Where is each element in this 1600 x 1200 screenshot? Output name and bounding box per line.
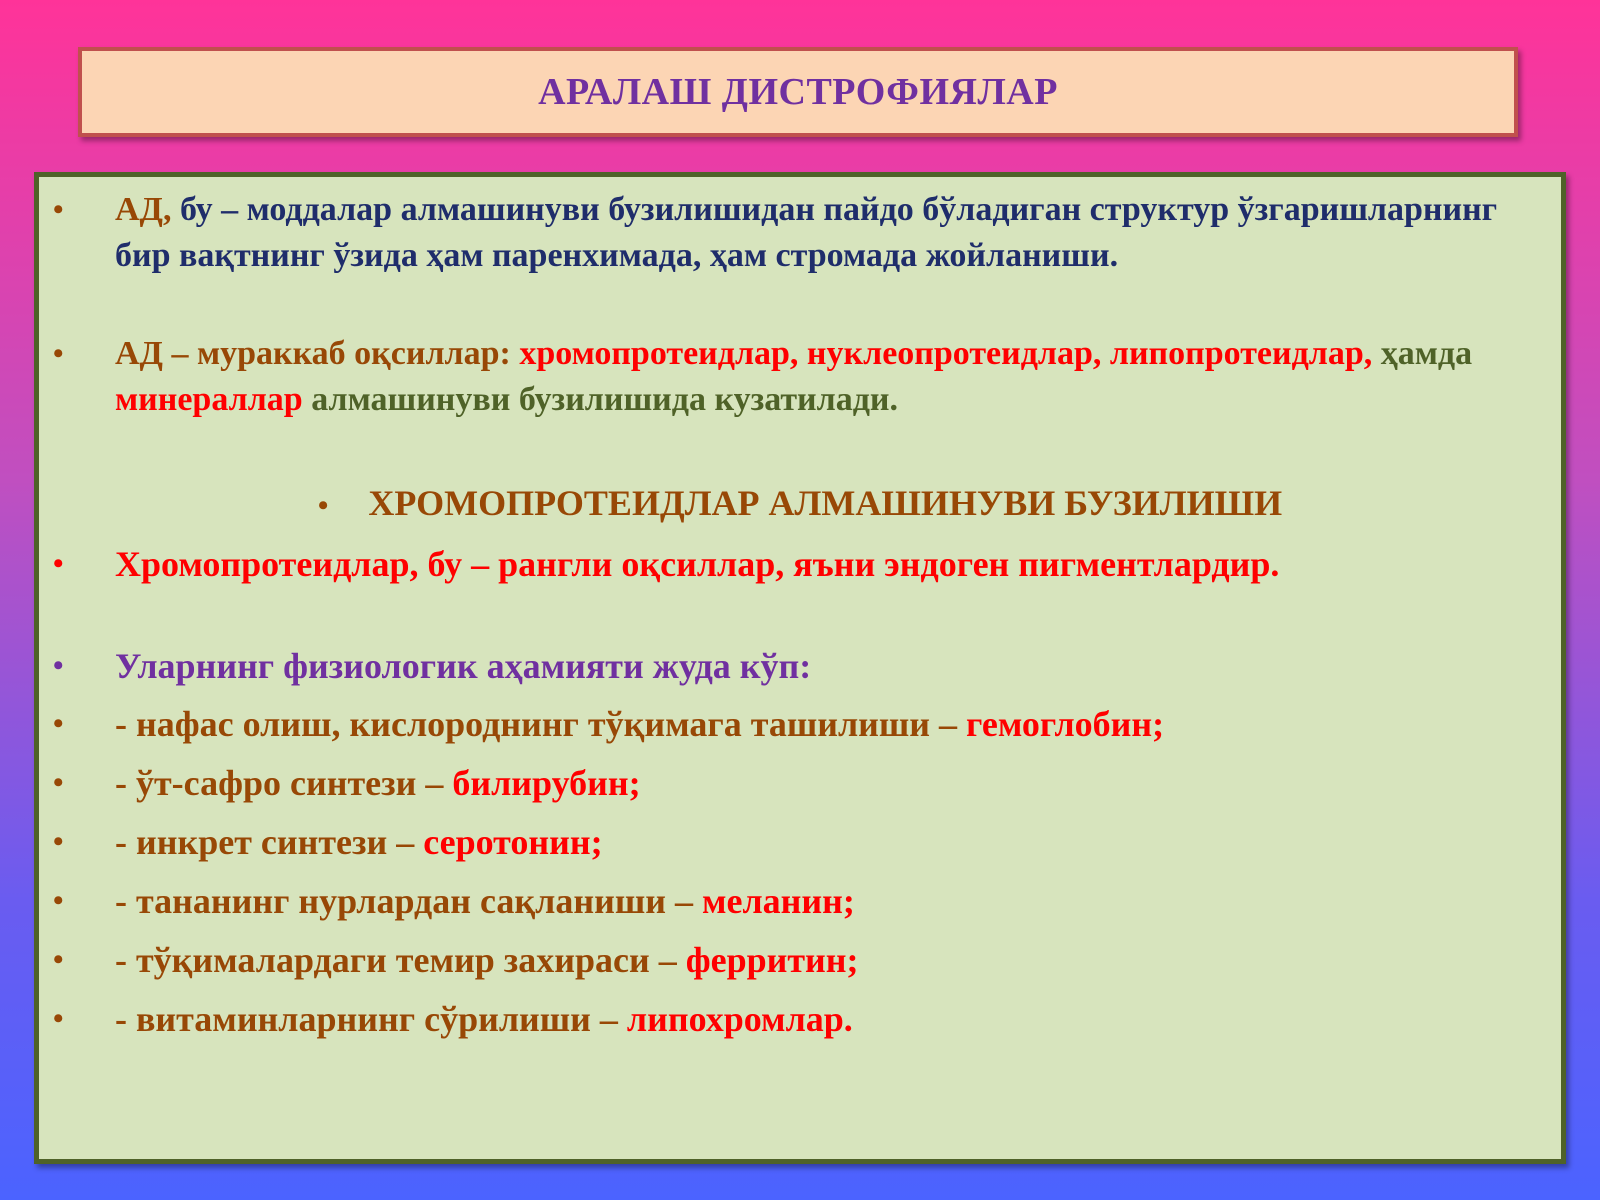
paragraph-complex-proteins: [53, 331, 1555, 423]
list-item: [53, 819, 1555, 865]
list-item-text: - нафас олиш, кислороднинг тўқимага ташилиши –: [115, 704, 967, 744]
list-item-text: - витаминларнинг сўрилиши –: [115, 999, 627, 1039]
list-item-term: меланин;: [701, 881, 855, 921]
list-item-term: ферритин;: [685, 940, 859, 980]
subheading-bullet: •: [317, 489, 329, 522]
list-item-text: - инкрет синтези –: [115, 822, 424, 862]
list-item-term: билирубин;: [452, 763, 641, 803]
minerals-term: минераллар: [115, 381, 303, 418]
bullet-3: •: [53, 547, 64, 580]
list-bullet: •: [53, 825, 64, 858]
bullet-1: •: [53, 193, 64, 226]
significance-text: Уларнинг физиологик аҳамияти жуда кўп:: [115, 646, 812, 686]
list-bullet: •: [53, 1002, 64, 1035]
list-item: [53, 760, 1555, 806]
list-item-term: гемоглобин;: [966, 704, 1165, 744]
subheading: [39, 482, 1561, 524]
list-item: [53, 937, 1555, 983]
list-bullet: •: [53, 707, 64, 740]
list-item-text: - тананинг нурлардан сақланиши –: [115, 881, 702, 921]
slide-title: АРАЛАШ ДИСТРОФИЯЛАР: [538, 71, 1058, 113]
list-bullet: •: [53, 884, 64, 917]
term-ad-2: АД – мураккаб оқсиллар:: [115, 335, 520, 372]
term-ad: АД,: [115, 191, 172, 228]
bullet-4: •: [53, 649, 64, 682]
list-item: [53, 701, 1555, 747]
slide-title-box: [78, 47, 1518, 137]
list-item-term: липохромлар.: [626, 999, 853, 1039]
list-item-text: - ўт-сафро синтези –: [115, 763, 453, 803]
paragraph-chromoproteids: [53, 541, 1555, 587]
list-item-term: серотонин;: [423, 822, 603, 862]
list-item-text: - тўқималардаги темир захираси –: [115, 940, 686, 980]
observed-text: алмашинуви бузилишида кузатилади.: [302, 381, 899, 418]
connector-text: ҳамда: [1372, 335, 1473, 372]
paragraph-definition: [53, 187, 1555, 279]
protein-list: хромопротеидлар, нуклеопротеидлар, липопротеидлар,: [519, 335, 1373, 372]
slide-content-box: [34, 172, 1566, 1164]
subheading-text: ХРОМОПРОТЕИДЛАР АЛМАШИНУВИ БУЗИЛИШИ: [368, 483, 1283, 523]
bullet-2: •: [53, 337, 64, 370]
chromoproteids-definition: Хромопротеидлар, бу – рангли оқсиллар, яъни эндоген пигментлардир.: [115, 544, 1280, 584]
list-bullet: •: [53, 943, 64, 976]
list-bullet: •: [53, 766, 64, 799]
paragraph-significance: [53, 643, 1555, 689]
list-item: [53, 996, 1555, 1042]
definition-text: бу – моддалар алмашинуви бузилишидан пайдо бўладиган структур ўзгаришларнинг бир вақтнинг ўзида ҳам паренхимада, ҳам стромада жойланиши.: [115, 191, 1498, 274]
list-item: [53, 878, 1555, 924]
